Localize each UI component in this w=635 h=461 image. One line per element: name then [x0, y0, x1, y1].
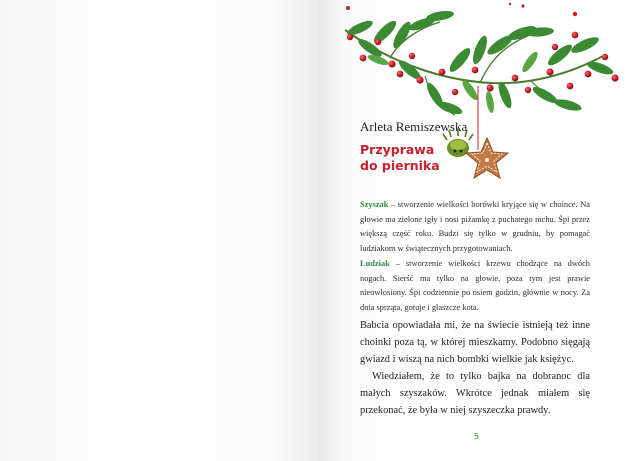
glossary-definition: – stworzenie wielkości krzewu chodzące na dwóch nogach. Sierść ma tylko na głowie, poza tym jest prawie nieowłosiony. Śpi codziennie po osiem godzin, głównie w nocy. Za dnia sprząta, gotuje i głaszcze kota. — [360, 259, 590, 312]
title-line-2: do piernika — [360, 158, 440, 173]
story-title — [360, 142, 440, 174]
glossary-term: Ludziak — [360, 259, 390, 268]
page-number: 5 — [474, 432, 480, 441]
title-line-1: Przyprawa — [360, 142, 435, 157]
story-paragraph: Wiedziałem, że to tylko bajka na dobranoc dla małych szyszaków. Wkrótce jednak miałem się przekonać, że była w niej szyszeczka prawdy. — [360, 371, 590, 416]
glossary-term: Szyszak — [360, 200, 389, 209]
glossary-definition: – stworzenie wielkości borówki kryjące się w choince. Na głowie ma zielone igły i nosi piżamkę z puchatego mchu. Śpi przez większą część roku. Budzi się tylko w grudniu, by pomagać ludziakom w świątecznych przygotowaniach. — [360, 200, 590, 253]
story-paragraph: Babcia opowiadała mi, że na świecie istnieją też inne choinki poza tą, w której mieszkamy. Podobno sięgają gwiazd i wiszą na nich bombki wielkie jak księżyc. — [360, 320, 590, 365]
story-text — [360, 317, 590, 419]
glossary-entry-szyszak — [360, 198, 590, 256]
gingerbread-star-illustration — [466, 138, 508, 178]
author-name: Arleta Remiszewska — [360, 119, 468, 134]
glossary-entry-ludziak — [360, 257, 590, 315]
